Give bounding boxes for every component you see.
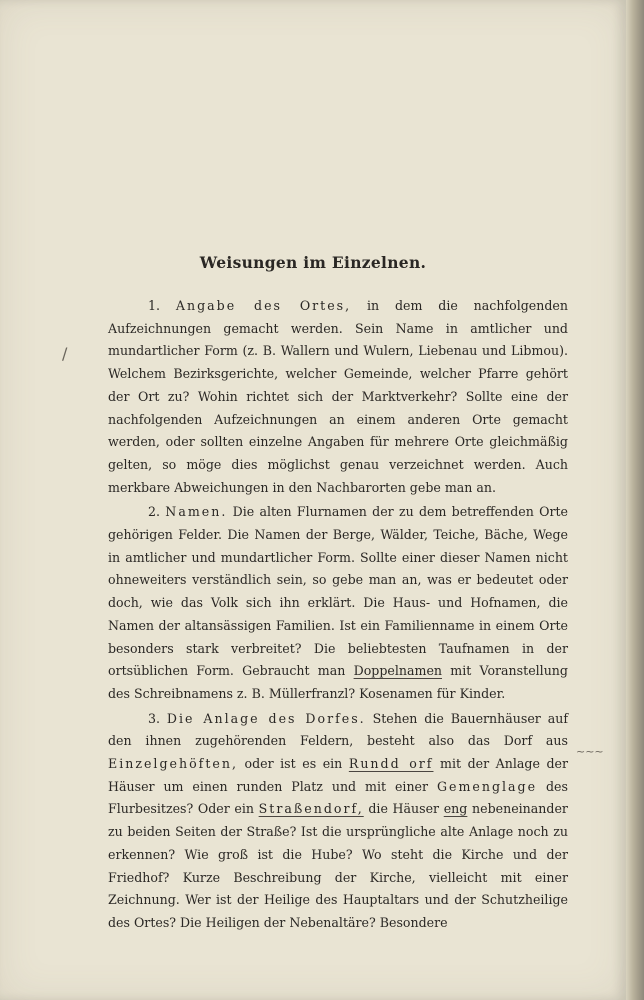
margin-pencil-mark-left: / (62, 344, 68, 363)
section-3-term-eng: eng (443, 801, 468, 817)
page-title: Weisungen im Einzelnen. (199, 253, 427, 272)
section-2 (108, 501, 568, 705)
section-3-term-einzelgehoefte: Einzelgehöften, (108, 756, 238, 772)
margin-pencil-mark-right: ~~~ (576, 745, 604, 758)
section-1-heading: Angabe des Ortes, (175, 298, 352, 313)
section-2-heading: Namen. (165, 504, 228, 520)
section-1-text: in dem die nachfolgenden Aufzeichnungen gemacht werden. Sein Name in amtlicher und mundartlicher Form (z. B. Wallern und Wulern, Liebenau und Libmou). Welchem Bezirksgerichte, welcher Gemeinde, welcher Pfarre gehört der Ort zu? Wohin richtet sich der Marktverkehr? Sollte eine der nachfolgenden Aufzeichnungen an einem anderen Orte gemacht werden, oder sollten einzelne Angaben für mehrere Orte gleichmäßig gelten, so möge dies möglichst genau verzeichnet werden. Auch merkbare Abweichungen in den Nachbarorten gebe man an. (108, 298, 568, 495)
section-2-underlined-term: Doppelnamen (353, 663, 443, 679)
section-2-text-b: mit Voranstellung des Schreibnamens z. B. Müllerfranzl? Kosenamen für Kinder. (108, 663, 568, 701)
section-3-text-a: Stehen die Bauernhäuser auf den ihnen zugehörenden Feldern, besteht also das Dorf aus (108, 710, 568, 749)
section-3-heading: Die Anlage des Dorfes. (166, 710, 366, 726)
section-3 (108, 708, 568, 935)
section-3-number: 3. (148, 710, 161, 726)
section-1-number: 1. (148, 298, 161, 313)
page-edge (626, 0, 644, 1000)
section-2-text-a: Die alten Flurnamen der zu dem betreffenden Orte gehörigen Felder. Die Namen der Berge, Wälder, Teiche, Bäche, Wege in amtlicher und mundartlicher Form. Sollte einer dieser Namen nicht ohneweiters verständlich sein, so gebe man an, was er bedeutet oder doch, wie das Volk sich ihn erklärt. Die Haus- und Hofnamen, die Namen der altansässigen Familien. Ist ein Familienname in einem Orte besonders stark verbreitet? Die beliebtesten Taufnamen in der ortsüblichen Form. Gebraucht man (108, 504, 568, 679)
body-text (108, 295, 568, 935)
section-3-term-rundling: Rundd orf (348, 756, 434, 772)
section-3-text-f: nebeneinander zu beiden Seiten der Straße? Ist die ursprüngliche alte Anlage noch zu erkennen? Wie groß ist die Hube? Wo steht die Kirche und der Friedhof? Kurze Beschreibung der Kirche, vielleicht mit einer Zeichnung. Wer ist der Heilige des Hauptaltars und der Schutzheilige des Ortes? Die Heiligen der Nebenaltäre? Besondere (108, 801, 568, 930)
section-1 (108, 295, 568, 499)
section-3-text-c: mit der Anlage der Häuser um einen runden Platz und mit einer (108, 756, 568, 794)
section-3-term-strassendorf: Straßendorf, (258, 801, 364, 817)
section-3-text-d: des Flurbesitzes? Oder ein (108, 778, 568, 817)
section-3-text-b: oder ist es ein (244, 756, 343, 772)
section-2-number: 2. (148, 504, 161, 520)
section-3-term-gemenglage: Gemenglage (436, 778, 538, 794)
section-3-text-e: die Häuser (368, 801, 440, 817)
